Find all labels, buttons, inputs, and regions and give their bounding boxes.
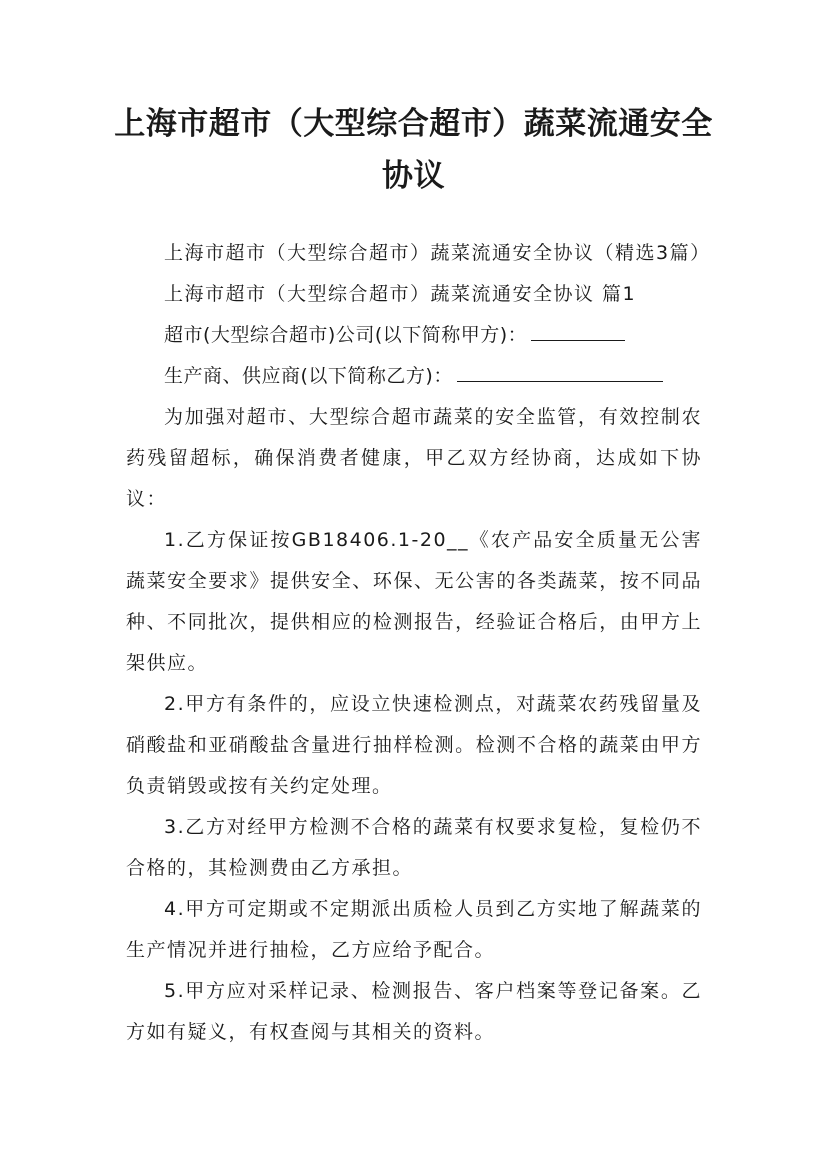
party-b-label: 生产商、供应商(以下简称乙方)：	[164, 365, 453, 387]
party-a-line	[126, 315, 702, 356]
party-a-label: 超市(大型综合超市)公司(以下简称甲方)：	[164, 324, 528, 346]
title-line-2: 协议	[382, 158, 445, 194]
party-b-blank	[457, 359, 663, 382]
clause-1: 1.乙方保证按GB18406.1-20__《农产品安全质量无公害蔬菜安全要求》提供安全、环保、无公害的各类蔬菜，按不同品种、不同批次，提供相应的检测报告，经验证合格后，由甲方上架供应。	[126, 529, 702, 674]
part-heading: 上海市超市（大型综合超市）蔬菜流通安全协议 篇1	[164, 283, 637, 305]
clause-5: 5.甲方应对采样记录、检测报告、客户档案等登记备案。乙方如有疑义，有权查阅与其相关的资料。	[126, 980, 702, 1043]
document-body	[126, 233, 711, 1053]
clause-2: 2.甲方有条件的，应设立快速检测点，对蔬菜农药残留量及硝酸盐和亚硝酸盐含量进行抽样检测。检测不合格的蔬菜由甲方负责销毁或按有关约定处理。	[126, 693, 702, 797]
title-line-1: 上海市超市（大型综合超市）蔬菜流通安全	[114, 106, 713, 142]
party-b-line	[126, 356, 702, 397]
document-title	[110, 98, 717, 202]
clause-4: 4.甲方可定期或不定期派出质检人员到乙方实地了解蔬菜的生产情况并进行抽检，乙方应给予配合。	[126, 898, 702, 961]
preamble-paragraph: 为加强对超市、大型综合超市蔬菜的安全监管，有效控制农药残留超标，确保消费者健康，甲乙双方经协商，达成如下协议：	[126, 406, 702, 510]
party-a-blank	[531, 318, 625, 341]
intro-paragraph: 上海市超市（大型综合超市）蔬菜流通安全协议（精选3篇）	[164, 242, 711, 264]
clause-3: 3.乙方对经甲方检测不合格的蔬菜有权要求复检，复检仍不合格的，其检测费由乙方承担。	[126, 816, 702, 879]
